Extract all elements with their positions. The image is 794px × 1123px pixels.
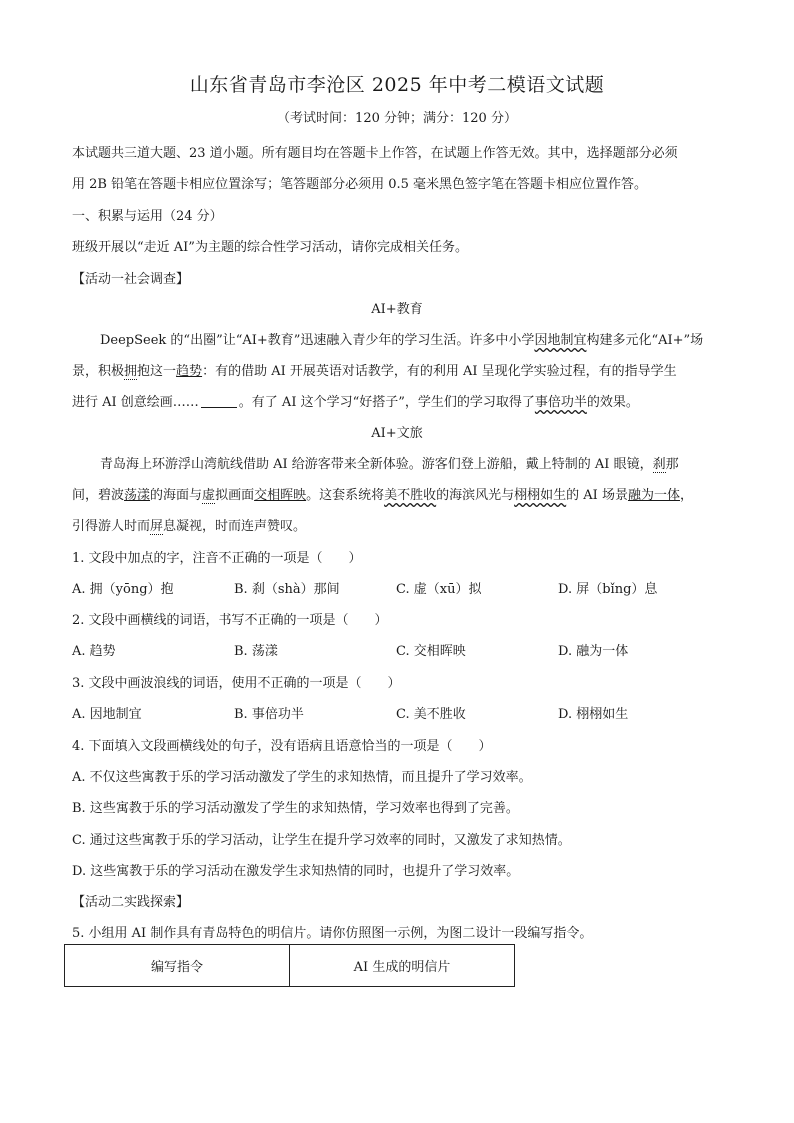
option-a[interactable]: A. 趋势 xyxy=(72,644,116,659)
exam-info: （考试时间：120 分钟；满分：120 分） xyxy=(277,111,517,126)
passage-line xyxy=(72,484,693,503)
option-c[interactable]: C. 美不胜收 xyxy=(396,707,466,722)
question-3: 3. 文段中画波浪线的词语，使用不正确的一项是（ ） xyxy=(72,676,401,691)
passage-line xyxy=(72,391,639,410)
wavy-phrase: 美不胜收 xyxy=(384,488,437,503)
wavy-phrase: 因地制宜 xyxy=(534,333,587,348)
question-5: 5. 小组用 AI 制作具有青岛特色的明信片。请你仿照图一示例，为图二设计一段编写指令。 xyxy=(72,926,593,941)
option-c[interactable]: C. 交相晖映 xyxy=(396,644,466,659)
task-intro: 班级开展以“走近 AI”为主题的综合性学习活动，请你完成相关任务。 xyxy=(72,240,468,255)
table-header-instruction: 编写指令 xyxy=(65,945,290,987)
option-a[interactable]: A. 拥（yōng）抱 xyxy=(72,582,174,597)
passage-line xyxy=(72,515,306,534)
text-span: ：有的借助 AI 开展英语对话教学，有的利用 AI 呈现化学实验过程，有的指导学生 xyxy=(202,364,677,379)
text-span: 的海滨风光与 xyxy=(436,488,515,503)
underlined-word: 融为一体 xyxy=(627,488,680,503)
text-span: ， xyxy=(679,488,693,503)
underlined-word: 趋势 xyxy=(176,364,203,379)
text-span: 息凝视，时而连声赞叹。 xyxy=(163,519,307,534)
table-header-postcard: AI 生成的明信片 xyxy=(290,945,515,987)
dotted-char: 虚 xyxy=(202,488,216,503)
wavy-phrase: 栩栩如生 xyxy=(514,488,567,503)
option-b[interactable]: B. 这些寓教于乐的学习活动激发了学生的求知热情，学习效率也得到了完善。 xyxy=(72,801,519,816)
question-3-options xyxy=(72,703,732,722)
dotted-char: 刹 xyxy=(652,457,666,472)
intro-line: 本试题共三道大题、23 道小题。所有题目均在答题卡上作答，在试题上作答无效。其中，选择题部分必须 xyxy=(72,146,678,161)
underlined-word: 荡漾 xyxy=(124,488,151,503)
option-b[interactable]: B. 事倍功半 xyxy=(234,707,304,722)
text-span: 抱这一 xyxy=(137,364,177,379)
intro-line: 用 2B 铅笔在答题卡相应位置涂写；笔答题部分必须用 0.5 毫米黑色签字笔在答题卡相应位置作答。 xyxy=(72,177,648,192)
activity-heading: 【活动二实践探索】 xyxy=(72,895,190,910)
passage-line xyxy=(72,360,677,379)
subheading-education: AI+教育 xyxy=(371,302,423,317)
option-d[interactable]: D. 栩栩如生 xyxy=(558,707,629,722)
text-span: 那 xyxy=(665,457,679,472)
text-span: DeepSeek 的“出圈”让“AI+教育”迅速融入青少年的学习生活。许多中小学 xyxy=(100,333,535,348)
text-span: 。有了 AI 这个学习“好搭子”，学生们的学习取得了 xyxy=(238,395,535,410)
text-span: 进行 AI 创意绘画…… xyxy=(72,395,199,410)
text-span: 的 AI 场景 xyxy=(566,488,628,503)
fill-blank xyxy=(201,395,237,408)
question-2-options xyxy=(72,640,732,659)
text-span: 拟画面 xyxy=(215,488,255,503)
dotted-char: 拥 xyxy=(124,364,138,379)
text-span: 引得游人时而 xyxy=(72,519,151,534)
text-span: 青岛海上环游浮山湾航线借助 AI 给游客带来全新体验。游客们登上游船，戴上特制的 AI 眼镜， xyxy=(100,457,653,472)
text-span: 的效果。 xyxy=(586,395,639,410)
text-span: 构建多元化“AI+”场 xyxy=(586,333,704,348)
option-d[interactable]: D. 屏（bǐng）息 xyxy=(558,582,658,597)
dotted-char: 屏 xyxy=(150,519,164,534)
text-span: 的海面与 xyxy=(150,488,203,503)
option-b[interactable]: B. 荡漾 xyxy=(234,644,278,659)
option-a[interactable]: A. 不仅这些寓教于乐的学习活动激发了学生的求知热情，而且提升了学习效率。 xyxy=(72,770,532,785)
page-title: 山东省青岛市李沧区 2025 年中考二模语文试题 xyxy=(189,74,605,96)
underlined-word: 交相晖映 xyxy=(254,488,307,503)
text-span: 。这套系统将 xyxy=(306,488,385,503)
passage-line xyxy=(100,329,703,348)
question-4: 4. 下面填入文段画横线处的句子，没有语病且语意恰当的一项是（ ） xyxy=(72,739,492,754)
text-span: 间，碧波 xyxy=(72,488,125,503)
option-d[interactable]: D. 这些寓教于乐的学习活动在激发学生求知热情的同时，也提升了学习效率。 xyxy=(72,864,520,879)
question-1-options xyxy=(72,578,732,597)
section-heading: 一、积累与运用（24 分） xyxy=(72,209,223,224)
activity-heading: 【活动一社会调查】 xyxy=(72,272,190,287)
option-a[interactable]: A. 因地制宜 xyxy=(72,707,142,722)
question-2: 2. 文段中画横线的词语，书写不正确的一项是（ ） xyxy=(72,613,388,628)
passage-line xyxy=(100,453,679,472)
postcard-table xyxy=(64,944,515,987)
text-span: 景，积极 xyxy=(72,364,125,379)
option-d[interactable]: D. 融为一体 xyxy=(558,644,629,659)
option-c[interactable]: C. 虚（xū）拟 xyxy=(396,582,482,597)
option-c[interactable]: C. 通过这些寓教于乐的学习活动，让学生在提升学习效率的同时，又激发了求知热情。 xyxy=(72,833,571,848)
option-b[interactable]: B. 刹（shà）那间 xyxy=(234,582,340,597)
subheading-tourism: AI+文旅 xyxy=(371,426,423,441)
wavy-phrase: 事倍功半 xyxy=(534,395,587,410)
question-1: 1. 文段中加点的字，注音不正确的一项是（ ） xyxy=(72,551,362,566)
table-row xyxy=(65,945,515,987)
